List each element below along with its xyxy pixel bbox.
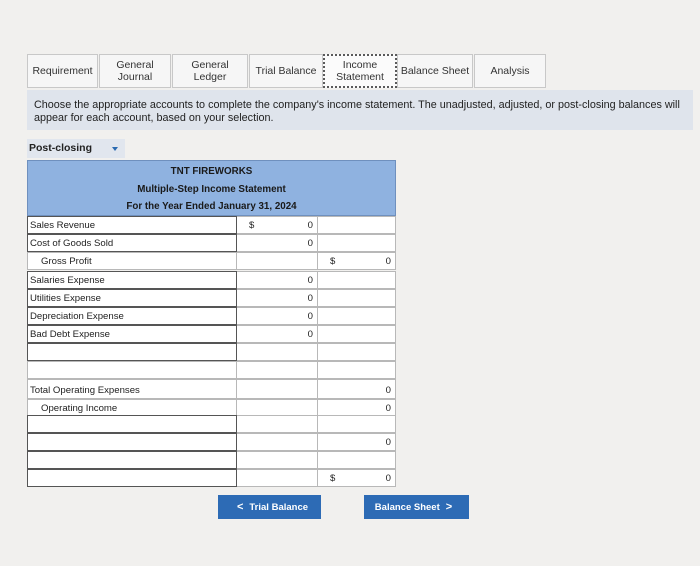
table-row [27,343,396,361]
table-row [27,433,396,451]
account-select-empty[interactable] [27,415,237,433]
next-balance-sheet-button[interactable]: Balance Sheet > [364,495,469,519]
chevron-down-icon [112,147,118,151]
total-cell[interactable] [318,361,396,379]
amount-cell[interactable] [237,379,318,399]
instructions-text: Choose the appropriate accounts to complete the company's income statement. The unadjusted, adjusted, or post-closing balances will appear for each account, based on your selection. [27,90,693,130]
amount-cell[interactable]: $ 0 [237,216,318,234]
prev-trial-balance-button[interactable]: < Trial Balance [218,495,321,519]
amount-cell[interactable] [237,451,318,469]
table-row [27,271,396,289]
table-row [27,325,396,343]
amount-cell[interactable]: 0 [237,289,318,307]
account-select-cogs[interactable]: Cost of Goods Sold [27,234,237,252]
table-row [27,307,396,325]
amount-cell[interactable] [237,433,318,451]
total-cell[interactable] [318,415,396,433]
total-cell[interactable] [318,234,396,252]
amount-cell[interactable] [237,415,318,433]
tab-general-ledger[interactable]: General Ledger [172,54,248,88]
table-row [27,234,396,252]
account-select-empty[interactable] [27,433,237,451]
amount-cell[interactable] [237,469,318,487]
table-row [27,451,396,469]
total-cell[interactable] [318,216,396,234]
statement-title: Multiple-Step Income Statement [137,184,286,195]
statement-period: For the Year Ended January 31, 2024 [126,201,297,212]
account-select-bad-debt[interactable]: Bad Debt Expense [27,325,237,343]
company-name: TNT FIREWORKS [170,166,253,177]
balance-type-select[interactable] [27,139,125,158]
table-row [27,289,396,307]
total-cell[interactable] [318,271,396,289]
total-cell[interactable] [318,451,396,469]
account-select-empty[interactable] [27,343,237,361]
amount-cell[interactable]: 0 [237,325,318,343]
tab-analysis[interactable]: Analysis [474,54,546,88]
table-row [27,252,396,270]
table-row [27,216,396,234]
tab-income-statement[interactable]: Income Statement [323,54,397,88]
amount-cell[interactable] [237,343,318,361]
table-row [27,415,396,433]
account-select-empty[interactable] [27,361,237,379]
table-row [27,469,396,487]
total-cell[interactable] [318,289,396,307]
total-cell[interactable]: $ 0 [318,252,396,270]
statement-header [27,160,396,216]
table-row [27,361,396,379]
amount-cell[interactable]: 0 [237,307,318,325]
operating-income-label: Operating Income [27,399,237,417]
tab-requirement[interactable]: Requirement [27,54,98,88]
amount-cell[interactable] [237,361,318,379]
total-cell[interactable]: 0 [318,433,396,451]
tab-balance-sheet[interactable]: Balance Sheet [397,54,473,88]
total-cell[interactable] [318,325,396,343]
account-select-empty[interactable] [27,451,237,469]
account-select-sales-revenue[interactable]: Sales Revenue [27,216,237,234]
amount-cell[interactable] [237,252,318,270]
chevron-left-icon: < [236,501,244,513]
amount-cell[interactable]: 0 [237,271,318,289]
table-row [27,379,396,399]
total-cell[interactable] [318,343,396,361]
total-cell[interactable] [318,307,396,325]
total-cell[interactable]: $ 0 [318,469,396,487]
balance-type-value: Post-closing [29,142,93,154]
account-select-empty[interactable] [27,469,237,487]
total-operating-expenses-label: Total Operating Expenses [27,379,237,399]
account-select-utilities[interactable]: Utilities Expense [27,289,237,307]
tab-trial-balance[interactable]: Trial Balance [249,54,323,88]
account-select-depreciation[interactable]: Depreciation Expense [27,307,237,325]
amount-cell[interactable]: 0 [237,234,318,252]
total-cell[interactable]: 0 [318,399,396,417]
tab-general-journal[interactable]: General Journal [99,54,171,88]
account-select-salaries[interactable]: Salaries Expense [27,271,237,289]
chevron-right-icon: > [445,501,453,513]
total-cell[interactable]: 0 [318,379,396,399]
gross-profit-label: Gross Profit [27,252,237,270]
